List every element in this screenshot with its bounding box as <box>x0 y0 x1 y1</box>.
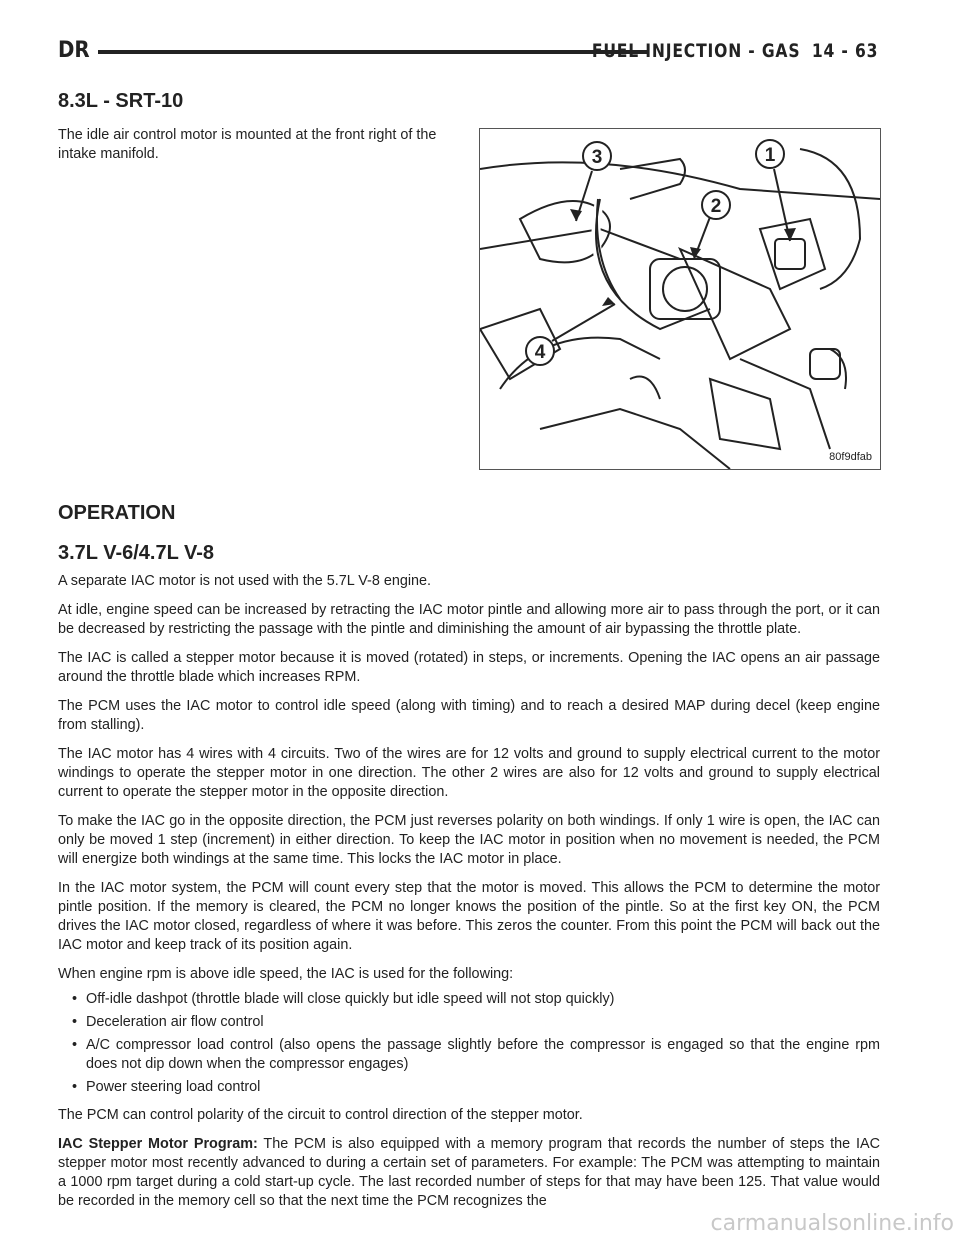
callout-3: 3 <box>591 147 603 168</box>
paragraph: At idle, engine speed can be increased by retracting the IAC motor pintle and allowing more air to pass through the port, or it can be decreased by restricting the passage with the pintle and diminishing the amount of air bypassing the throttle plate. <box>58 602 880 637</box>
program-label: IAC Stepper Motor Program: <box>58 1136 258 1152</box>
list-item: • Off-idle dashpot (throttle blade will close quickly but idle speed will not stop quickly) <box>72 990 880 1009</box>
paragraph: To make the IAC go in the opposite direction, the PCM just reverses polarity on both windings. If only 1 wire is open, the IAC can only be moved 1 step (increment) in either direction. To keep the IAC motor in position when no movement is needed, the PCM will energize both windings at the same time. This locks the IAC motor in place. <box>58 813 880 867</box>
iac-motor-figure <box>479 128 881 470</box>
paragraph: The PCM uses the IAC motor to control idle speed (along with timing) and to reach a desired MAP during decel (keep engine from stalling). <box>58 698 880 733</box>
section-intro-text: The idle air control motor is mounted at the front right of the intake manifold. <box>58 127 437 162</box>
header-title: FUEL INJECTION - GAS <box>591 40 801 62</box>
program-paragraph <box>58 1135 880 1211</box>
paragraph: The IAC is called a stepper motor because it is moved (rotated) in steps, or increments. Opening the IAC opens an air passage around the throttle blade which increases RPM. <box>58 650 880 685</box>
list-item: • A/C compressor load control (also opens the passage slightly before the compressor is engaged so that the engine rpm does not dip down when the compressor engages) <box>72 1036 880 1074</box>
operation-subtitle: 3.7L V-6/4.7L V-8 <box>58 542 215 564</box>
paragraph: The IAC motor has 4 wires with 4 circuits. Two of the wires are for 12 volts and ground to supply electrical current to the motor windings to operate the stepper motor in one direction. The other 2 wires are also for 12 volts and ground to supply electrical current to operate the stepper motor in the opposite direction. <box>58 746 880 800</box>
watermark: carmanualsonline.info <box>710 1211 954 1236</box>
page-number: 14 - 63 <box>811 40 878 62</box>
program-text: The PCM is also equipped with a memory program that records the number of steps the IAC stepper motor most recently advanced to during a certain set of parameters. For example: The PCM was attempting to maintain a 1000 rpm target during a cold start-up cycle. The last recorded number of steps for that may have been 125. That value would be recorded in the memory cell so that the next time the PCM recognizes the <box>58 1136 880 1209</box>
list-item: • Power steering load control <box>72 1078 880 1097</box>
callout-2: 2 <box>710 196 722 217</box>
paragraph: A separate IAC motor is not used with the 5.7L V-8 engine. <box>58 573 432 589</box>
callout-4: 4 <box>534 342 546 363</box>
section-code: DR <box>58 38 90 63</box>
operation-title: OPERATION <box>58 502 176 524</box>
paragraph: When engine rpm is above idle speed, the IAC is used for the following: <box>58 966 514 982</box>
iac-uses-list <box>58 990 880 1097</box>
section-title: 8.3L - SRT-10 <box>58 90 184 112</box>
page-header <box>58 38 878 68</box>
header-rule <box>98 50 648 54</box>
list-item: • Deceleration air flow control <box>72 1013 880 1032</box>
figure-code: 80f9dfab <box>829 451 872 463</box>
callout-1: 1 <box>764 145 776 166</box>
operation-body <box>58 572 880 1221</box>
paragraph: In the IAC motor system, the PCM will count every step that the motor is moved. This allows the PCM to determine the motor pintle position. If the memory is cleared, the PCM no longer knows the position of the pintle. So at the first key ON, the PCM drives the IAC motor closed, regardless of where it was before. This zeros the counter. From this point the PCM will back out the IAC motor and keep track of its position again. <box>58 880 880 953</box>
paragraph: The PCM can control polarity of the circuit to control direction of the stepper motor. <box>58 1107 583 1123</box>
figure-callout-labels <box>480 129 880 469</box>
header-title-group <box>592 40 878 62</box>
